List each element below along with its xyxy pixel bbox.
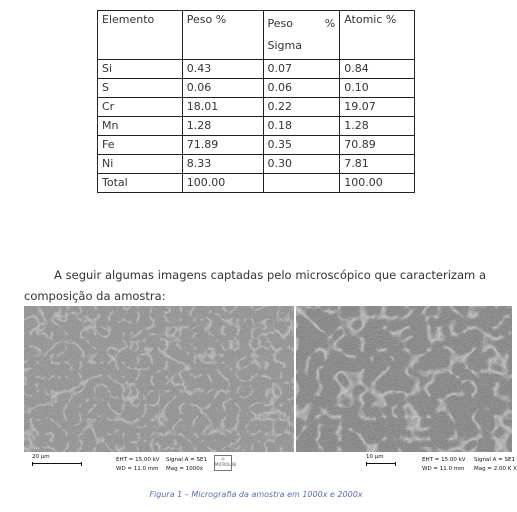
cell-sigma: 0.22 xyxy=(263,98,340,117)
wd-value: WD = 11.0 mm xyxy=(422,466,465,472)
signal-value: Signal A = SE1 xyxy=(474,457,515,463)
cell-atomic: 100.00 xyxy=(340,174,415,193)
table-row xyxy=(98,117,415,136)
cell-sigma: 0.30 xyxy=(263,155,340,174)
cell-element: Mn xyxy=(98,117,183,136)
cell-atomic: 0.10 xyxy=(340,79,415,98)
figure-caption: Figura 1 – Micrografia da amostra em 1000x e 2000x xyxy=(149,490,363,499)
cell-sigma: 0.35 xyxy=(263,136,340,155)
cell-sigma xyxy=(263,174,340,193)
cell-element: Ni xyxy=(98,155,183,174)
scale-bar xyxy=(366,454,396,466)
cell-sigma: 0.18 xyxy=(263,117,340,136)
cell-peso: 1.28 xyxy=(182,117,263,136)
table-row xyxy=(98,155,415,174)
sem-data-bar xyxy=(24,452,294,474)
header-peso-sigma xyxy=(263,11,340,60)
params-eht-wd xyxy=(116,456,160,474)
eht-value: EHT = 15.00 kV xyxy=(116,457,160,463)
table-row xyxy=(98,98,415,117)
cell-sigma: 0.07 xyxy=(263,60,340,79)
scale-label: 20 µm xyxy=(32,454,50,460)
cell-element: Total xyxy=(98,174,183,193)
composition-table xyxy=(97,10,415,193)
sem-data-bar xyxy=(296,452,517,474)
cell-atomic: 70.89 xyxy=(340,136,415,155)
micrograph-texture xyxy=(24,306,294,474)
eht-value: EHT = 15.00 kV xyxy=(422,457,466,463)
micrograph-texture xyxy=(296,306,512,474)
header-peso-word: Peso xyxy=(267,17,293,30)
micrograph-2000x xyxy=(296,306,517,474)
wd-value: WD = 11.0 mm xyxy=(116,466,159,472)
cell-sigma: 0.06 xyxy=(263,79,340,98)
params-eht-wd xyxy=(422,456,466,474)
header-peso: Peso % xyxy=(182,11,263,60)
cell-peso: 0.43 xyxy=(182,60,263,79)
lab-logo: ◎ MICROLAB xyxy=(214,455,232,471)
header-percent: % xyxy=(324,17,336,30)
params-signal-mag xyxy=(474,456,517,474)
table-row xyxy=(98,60,415,79)
table-row xyxy=(98,136,415,155)
scale-bar-line xyxy=(32,462,82,466)
cell-atomic: 7.81 xyxy=(340,155,415,174)
cell-element: Cr xyxy=(98,98,183,117)
cell-atomic: 1.28 xyxy=(340,117,415,136)
cell-element: S xyxy=(98,79,183,98)
cell-peso: 0.06 xyxy=(182,79,263,98)
cell-peso: 100.00 xyxy=(182,174,263,193)
table-row xyxy=(98,79,415,98)
params-signal-mag xyxy=(166,456,207,474)
cell-peso: 18.01 xyxy=(182,98,263,117)
body-paragraph xyxy=(24,265,486,307)
cell-atomic: 0.84 xyxy=(340,60,415,79)
logo-text: MICROLAB xyxy=(215,462,237,467)
paragraph-text: A seguir algumas imagens captadas pelo microscópico que caracterizam a composição da amostra: xyxy=(24,267,486,303)
cell-peso: 71.89 xyxy=(182,136,263,155)
scale-bar-line xyxy=(366,462,396,466)
cell-atomic: 19.07 xyxy=(340,98,415,117)
signal-value: Signal A = SE1 xyxy=(166,457,207,463)
table-row-total xyxy=(98,174,415,193)
cell-element: Fe xyxy=(98,136,183,155)
header-atomic: Atomic % xyxy=(340,11,415,60)
scale-label: 10 µm xyxy=(366,454,384,460)
micrograph-1000x xyxy=(24,306,294,474)
mag-value: Mag = 2.00 K X xyxy=(474,466,517,472)
cell-element: Si xyxy=(98,60,183,79)
scale-bar xyxy=(32,454,82,466)
cell-peso: 8.33 xyxy=(182,155,263,174)
table-header-row xyxy=(98,11,415,60)
mag-value: Mag = 1000x xyxy=(166,466,203,472)
header-sigma-word: Sigma xyxy=(267,39,302,52)
header-elemento: Elemento xyxy=(98,11,183,60)
